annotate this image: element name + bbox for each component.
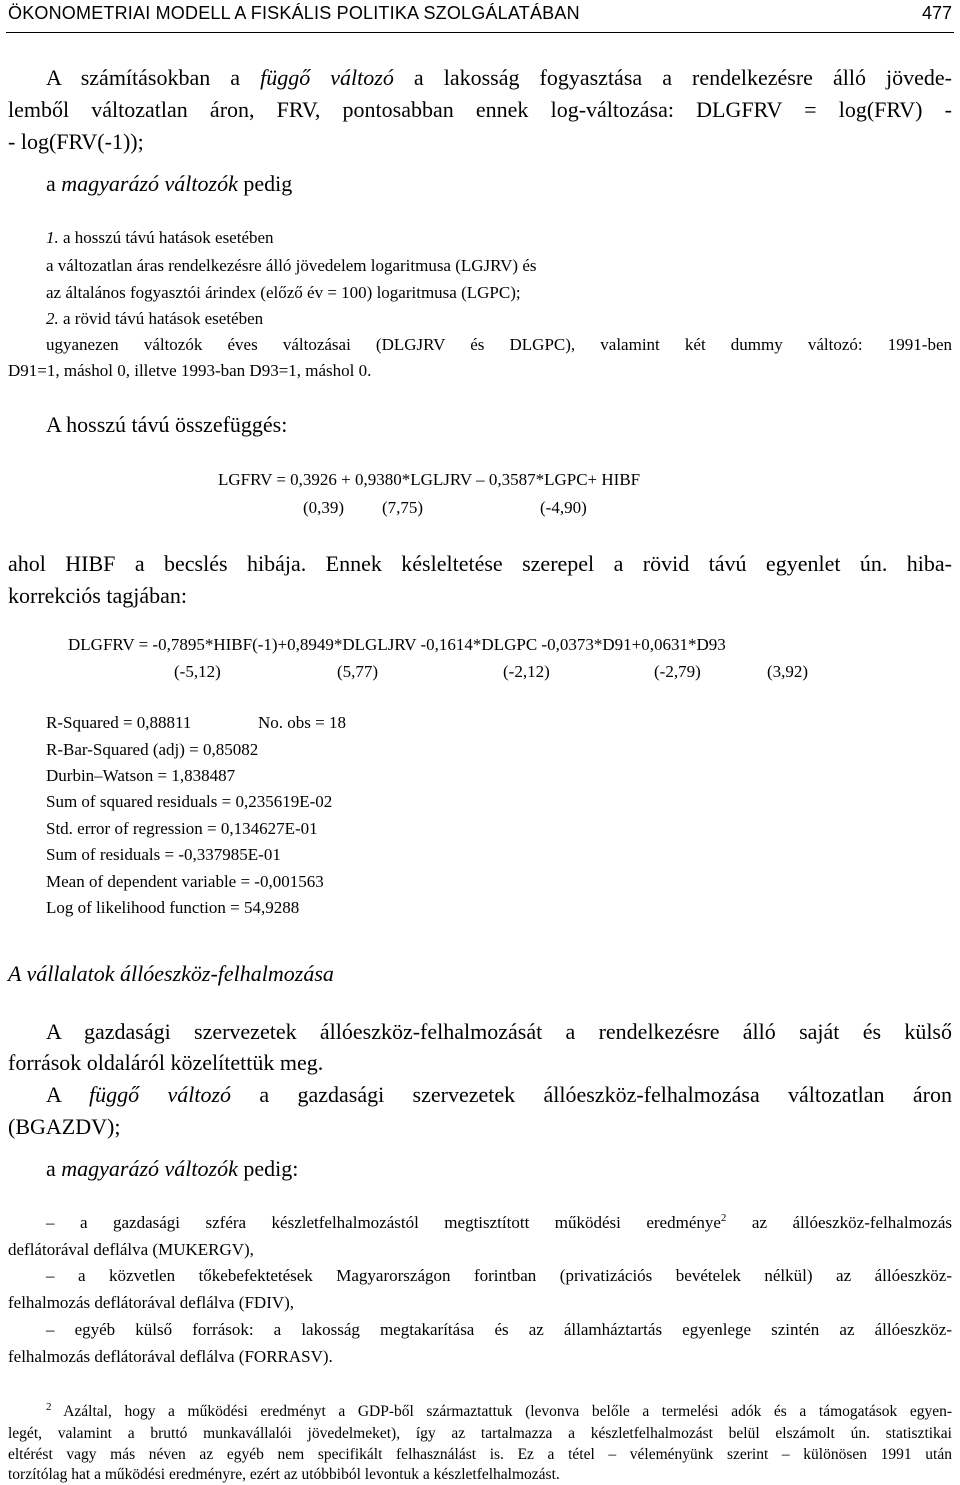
bullet-3-line-2: felhalmozás deflátorával deflálva (FORRASV). (8, 1347, 333, 1366)
emphasis-dependent-variable-2: függő változó (89, 1082, 232, 1107)
running-header-title: ÖKONOMETRIAI MODELL A FISKÁLIS POLITIKA SZOLGÁLATÁBAN (8, 3, 580, 23)
emphasis-explanatory-variables-2: magyarázó változók (61, 1156, 238, 1181)
section-para-3: a magyarázó változók pedig: (46, 1156, 299, 1181)
stat-sum-residuals: Sum of residuals = -0,337985E-01 (46, 845, 281, 864)
list-item-1-line-2: a változatlan áras rendelkezésre álló jövedelem logaritmusa (LGJRV) és (46, 256, 537, 275)
list-item-2-line-2: ugyanezen változók éves változásai (DLGJRV és DLGPC), valamint két dummy változó: 1991-ben (46, 335, 952, 354)
hibf-line-2: korrekciós tagjában: (8, 583, 187, 608)
intro-line-4: a magyarázó változók pedig (46, 171, 293, 196)
section-para-2-line-2: (BGAZDV); (8, 1114, 121, 1139)
intro-line-1: A számításokban a függő változó a lakosság fogyasztása a rendelkezésre álló jövede- (46, 65, 952, 90)
footnote-line-2: legét, valamint a bruttó munkavállalói jövedelmeket), így az tartalmazza a készletfelhalmozást belül elszámolt ún. statisztikai (8, 1425, 952, 1442)
bullet-2-line-1: – a közvetlen tőkebefektetések Magyarországon forintban (privatizációs bevételek nélkül) az állóeszköz- (46, 1266, 952, 1285)
intro-line-2: lemből változatlan áron, FRV, pontosabban ennek log-változása: DLGFRV = log(FRV) - (8, 97, 952, 122)
stat-log-likelihood: Log of likelihood function = 54,9288 (46, 898, 300, 917)
list-item-1-title: 1. a hosszú távú hatások esetében (46, 228, 274, 247)
footnote-number: 2 (46, 1401, 52, 1413)
section-heading: A vállalatok állóeszköz-felhalmozása (8, 961, 334, 986)
shortrun-tstat-5: (3,92) (767, 662, 809, 681)
section-para-1-line-1: A gazdasági szervezetek állóeszköz-felhalmozását a rendelkezésre álló saját és külső (46, 1019, 952, 1044)
emphasis-explanatory-variables: magyarázó változók (61, 171, 238, 196)
shortrun-equation: DLGFRV = -0,7895*HIBF(-1)+0,8949*DLGLJRV -0,1614*DLGPC -0,0373*D91+0,0631*D93 (68, 635, 726, 654)
bullet-3-line-1: – egyéb külső források: a lakosság megtakarítása és az államháztartás egyenlege szintén az állóeszköz- (46, 1320, 952, 1339)
footnote-line-1: $^2$ Azáltal, hogy a működési eredményt a GDP-ből származtattuk (levonva belőle a termelési adók és a támogatások egyen- (46, 1401, 952, 1420)
list-item-2-title: 2. a rövid távú hatások esetében (46, 309, 264, 328)
emphasis-dependent-variable: függő változó (260, 65, 394, 90)
bullet-2-line-2: felhalmozás deflátorával deflálva (FDIV), (8, 1293, 295, 1312)
stat-rbar-squared: R-Bar-Squared (adj) = 0,85082 (46, 740, 259, 759)
stat-std-error: Std. error of regression = 0,134627E-01 (46, 819, 318, 838)
stat-ssr: Sum of squared residuals = 0,235619E-02 (46, 792, 333, 811)
shortrun-tstat-1: (-5,12) (174, 662, 221, 681)
footnote-line-4: torzítólag hat a működési eredményre, ezért az utóbbiból levontuk a készletfelhalmozást. (8, 1466, 560, 1483)
shortrun-tstat-2: (5,77) (337, 662, 379, 681)
footnote-line-3: eltérést vagy más néven az egyéb nem specifikált felhasználást is. Ez a tétel – véleményünk szerint – különösen 1991 után (8, 1446, 952, 1463)
stat-durbin-watson: Durbin–Watson = 1,838487 (46, 766, 236, 785)
hibf-line-1: ahol HIBF a becslés hibája. Ennek késleltetése szerepel a rövid távú egyenlet ún. hiba- (8, 551, 952, 576)
list-item-1-line-3: az általános fogyasztói árindex (előző év = 100) logaritmusa (LGPC); (46, 283, 521, 302)
section-para-2-line-1: A függő változó a gazdasági szervezetek állóeszköz-felhalmozása változatlan áron (46, 1082, 952, 1107)
section-para-1-line-2: források oldaláról közelítettük meg. (8, 1050, 324, 1075)
stat-r-squared: R-Squared = 0,88811 (46, 713, 192, 732)
bullet-1-line-1: – a gazdasági szféra készletfelhalmozástól megtisztított működési eredménye$^2$ az állóeszköz-felhalmozás (46, 1212, 953, 1232)
footnote-ref-2[interactable]: 2 (720, 1212, 727, 1224)
longrun-tstat-1: (0,39) (303, 498, 345, 517)
page-number: 477 (921, 3, 952, 23)
longrun-tstat-2: (7,75) (382, 498, 424, 517)
shortrun-tstat-3: (-2,12) (503, 662, 550, 681)
longrun-heading: A hosszú távú összefüggés: (46, 412, 288, 437)
bullet-1-line-2: deflátorával deflálva (MUKERGV), (8, 1240, 254, 1259)
shortrun-tstat-4: (-2,79) (654, 662, 701, 681)
stat-mean-dependent: Mean of dependent variable = -0,001563 (46, 872, 324, 891)
list-item-2-line-3: D91=1, máshol 0, illetve 1993-ban D93=1, máshol 0. (8, 361, 372, 380)
longrun-equation: LGFRV = 0,3926 + 0,9380*LGLJRV – 0,3587*LGPC+ HIBF (218, 470, 641, 489)
longrun-tstat-3: (-4,90) (540, 498, 587, 517)
header-rule (6, 32, 954, 33)
stat-n-obs: No. obs = 18 (258, 713, 346, 732)
intro-line-3: - log(FRV(-1)); (8, 129, 144, 154)
